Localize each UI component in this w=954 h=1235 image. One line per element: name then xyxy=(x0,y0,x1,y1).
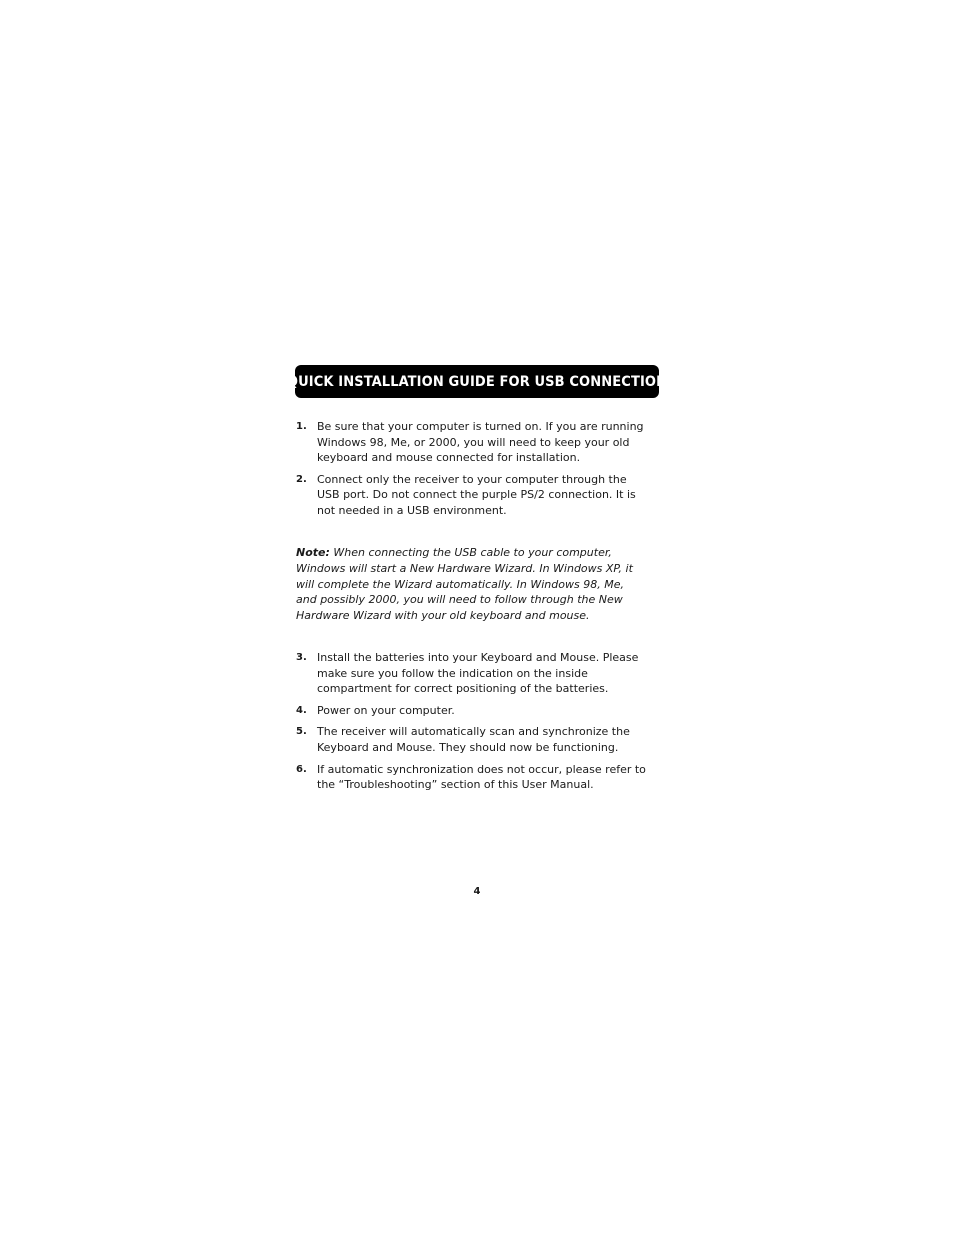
step-item-4 xyxy=(296,703,646,719)
step-item-6 xyxy=(296,762,646,793)
step-list-part-1 xyxy=(296,419,646,525)
step-text: If automatic synchronization does not occur, please refer to the “Troubleshooting” section of this User Manual. xyxy=(317,762,646,792)
step-item-1 xyxy=(296,419,646,466)
section-banner xyxy=(286,365,668,398)
step-number: 2. xyxy=(296,473,307,485)
step-item-5 xyxy=(296,724,646,755)
step-number: 1. xyxy=(296,421,307,432)
step-text: Power on your computer. xyxy=(317,703,455,717)
note-label: Note: xyxy=(296,546,330,559)
step-text: Install the batteries into your Keyboard and Mouse. Please make sure you follow the indication on the inside compartment for correct positioning of the batteries. xyxy=(317,651,639,696)
step-number: 6. xyxy=(296,763,307,775)
section-title: QUICK INSTALLATION GUIDE FOR USB CONNECTION xyxy=(286,373,668,390)
note-paragraph xyxy=(296,545,641,624)
step-number: 4. xyxy=(296,704,307,716)
step-item-3 xyxy=(296,650,646,697)
page-number: 4 xyxy=(473,886,481,897)
step-list-part-2 xyxy=(296,650,646,799)
step-text: The receiver will automatically scan and synchronize the Keyboard and Mouse. They should now be functioning. xyxy=(317,725,630,754)
step-number: 5. xyxy=(296,726,307,738)
step-number: 3. xyxy=(296,652,307,663)
step-item-2 xyxy=(296,472,646,519)
step-text: Be sure that your computer is turned on. If you are running Windows 98, Me, or 2000, you will need to keep your old keyboard and mouse connected for installation. xyxy=(317,420,644,465)
step-text: Connect only the receiver to your computer through the USB port. Do not connect the purple PS/2 connection. It is not needed in a USB environment. xyxy=(317,472,636,517)
note-text: When connecting the USB cable to your computer, Windows will start a New Hardware Wizard. In Windows XP, it will complete the Wizard automatically. In Windows 98, Me, and possibly 2000, you will need to follow through the New Hardware Wizard with your old keyboard and mouse. xyxy=(296,546,633,623)
